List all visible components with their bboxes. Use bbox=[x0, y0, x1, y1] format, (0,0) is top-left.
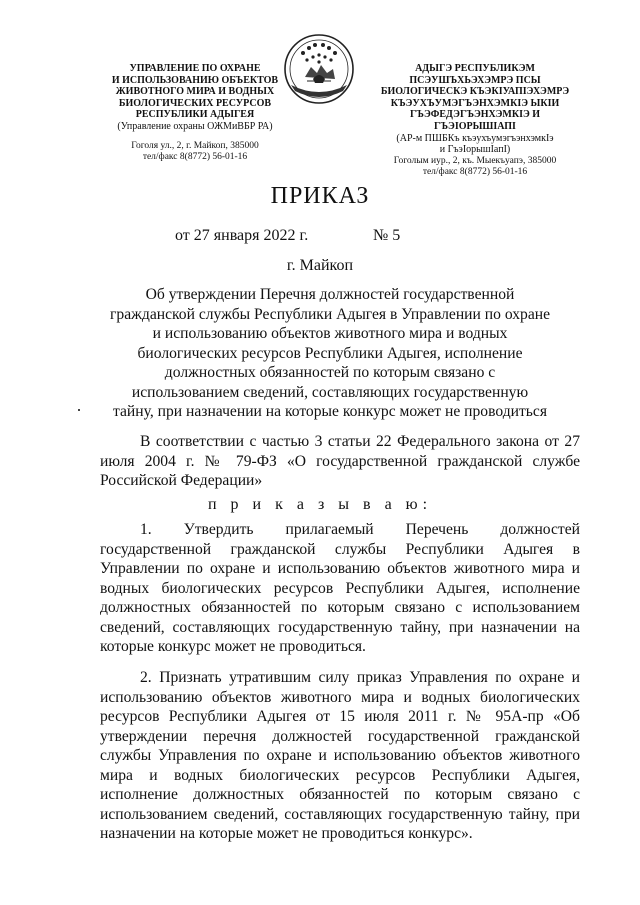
document-subject: Об утверждении Перечня должностей государственной гражданской службы Республики Адыгея в Управлении по охране и использованию объектов животного мира и водных биологических ресурсов Республики Адыгея, исполнение должностных обязанностей по которым связано с использованием сведений, составляющих государственную тайну, при назначении на которые конкурс может не проводиться bbox=[110, 286, 551, 420]
order-item-2: 2. Признать утратившим силу приказ Управления по охране и использованию объектов животного мира и водных биологических ресурсов Республики Адыгея от 15 июля 2011 г. № 95А-пр «Об утверждении перечня должностей государственной гражданской службы Управления по охране и использованию объектов животного мира и водных биологических ресурсов Республики Адыгея, исполнение должностных обязанностей по которым связано с использованием сведений, составляющих государственную тайну, при назначении на которые может не проводиться конкурс». bbox=[100, 669, 580, 842]
document-date: от 27 января 2022 г. bbox=[175, 227, 309, 244]
republic-emblem-icon bbox=[283, 33, 355, 105]
org-address: Гоголым иур., 2, къ. Мыекъуапэ, 385000 bbox=[393, 155, 557, 166]
org-phone: тел/факс 8(8772) 56-01-16 bbox=[422, 167, 528, 178]
org-name-line: ПСЭУШЪХЬЭХЭМРЭ ПСЫ bbox=[409, 74, 541, 86]
org-name-line: КЪЭУХЪУМЭГЪЭНХЭМКIЭ ЫКIИ bbox=[390, 97, 560, 109]
order-item-1: 1. Утвердить прилагаемый Перечень должностей государственной гражданской службы Республики Адыгея в Управлении по охране и использованию объектов животного мира и водных биологических ресурсов Республики Адыгея, исполнение должностных обязанностей по которым связано с использованием сведений, составляющих государственную тайну, при назначении на которые конкурс может не проводиться. bbox=[100, 521, 580, 655]
decree-word: п р и к а з ы в а ю: bbox=[207, 496, 433, 513]
org-name-line: ЖИВОТНОГО МИРА И ВОДНЫХ bbox=[115, 86, 275, 98]
org-name-line: РЕСПУБЛИКИ АДЫГЕЯ bbox=[135, 109, 255, 121]
org-short-name: и ГъэIорышIапI) bbox=[439, 144, 511, 156]
document-number: № 5 bbox=[373, 227, 401, 244]
org-name-line: БИОЛОГИЧЕСКЭ КЪЭКIУАПIЭХЭМРЭ bbox=[380, 86, 570, 98]
org-address: Гоголя ул., 2, г. Майкоп, 385000 bbox=[131, 140, 259, 151]
header-right-org-block bbox=[372, 63, 578, 179]
org-name-line: ГЪЭФЕДЭГЪЭНХЭМКIЭ И ГЪЭIОРЫШIАПI bbox=[409, 109, 541, 132]
org-name-line: И ИСПОЛЬЗОВАНИЮ ОБЪЕКТОВ bbox=[111, 74, 279, 86]
org-phone: тел/факс 8(8772) 56-01-16 bbox=[142, 152, 248, 163]
header-left-org-block bbox=[100, 63, 290, 164]
org-short-name: (АР-м ПШБКъ къэухъумэгъэнхэмкIэ bbox=[396, 132, 554, 144]
org-name-line: АДЫГЭ РЕСПУБЛИКЭМ bbox=[415, 63, 535, 74]
org-short-name: (Управление охраны ОЖМиВБР РА) bbox=[117, 120, 273, 132]
preamble-paragraph: В соответствии с частью 3 статьи 22 Федерального закона от 27 июля 2004 г. № 79-ФЗ «О государственной гражданской службе Российской Федерации» bbox=[100, 433, 580, 489]
org-name-line: УПРАВЛЕНИЕ ПО ОХРАНЕ bbox=[129, 63, 261, 74]
document-city: г. Майкоп bbox=[286, 257, 354, 274]
org-name-line: БИОЛОГИЧЕСКИХ РЕСУРСОВ bbox=[118, 97, 272, 109]
document-title: ПРИКАЗ bbox=[270, 183, 370, 209]
scan-speck bbox=[78, 409, 80, 411]
